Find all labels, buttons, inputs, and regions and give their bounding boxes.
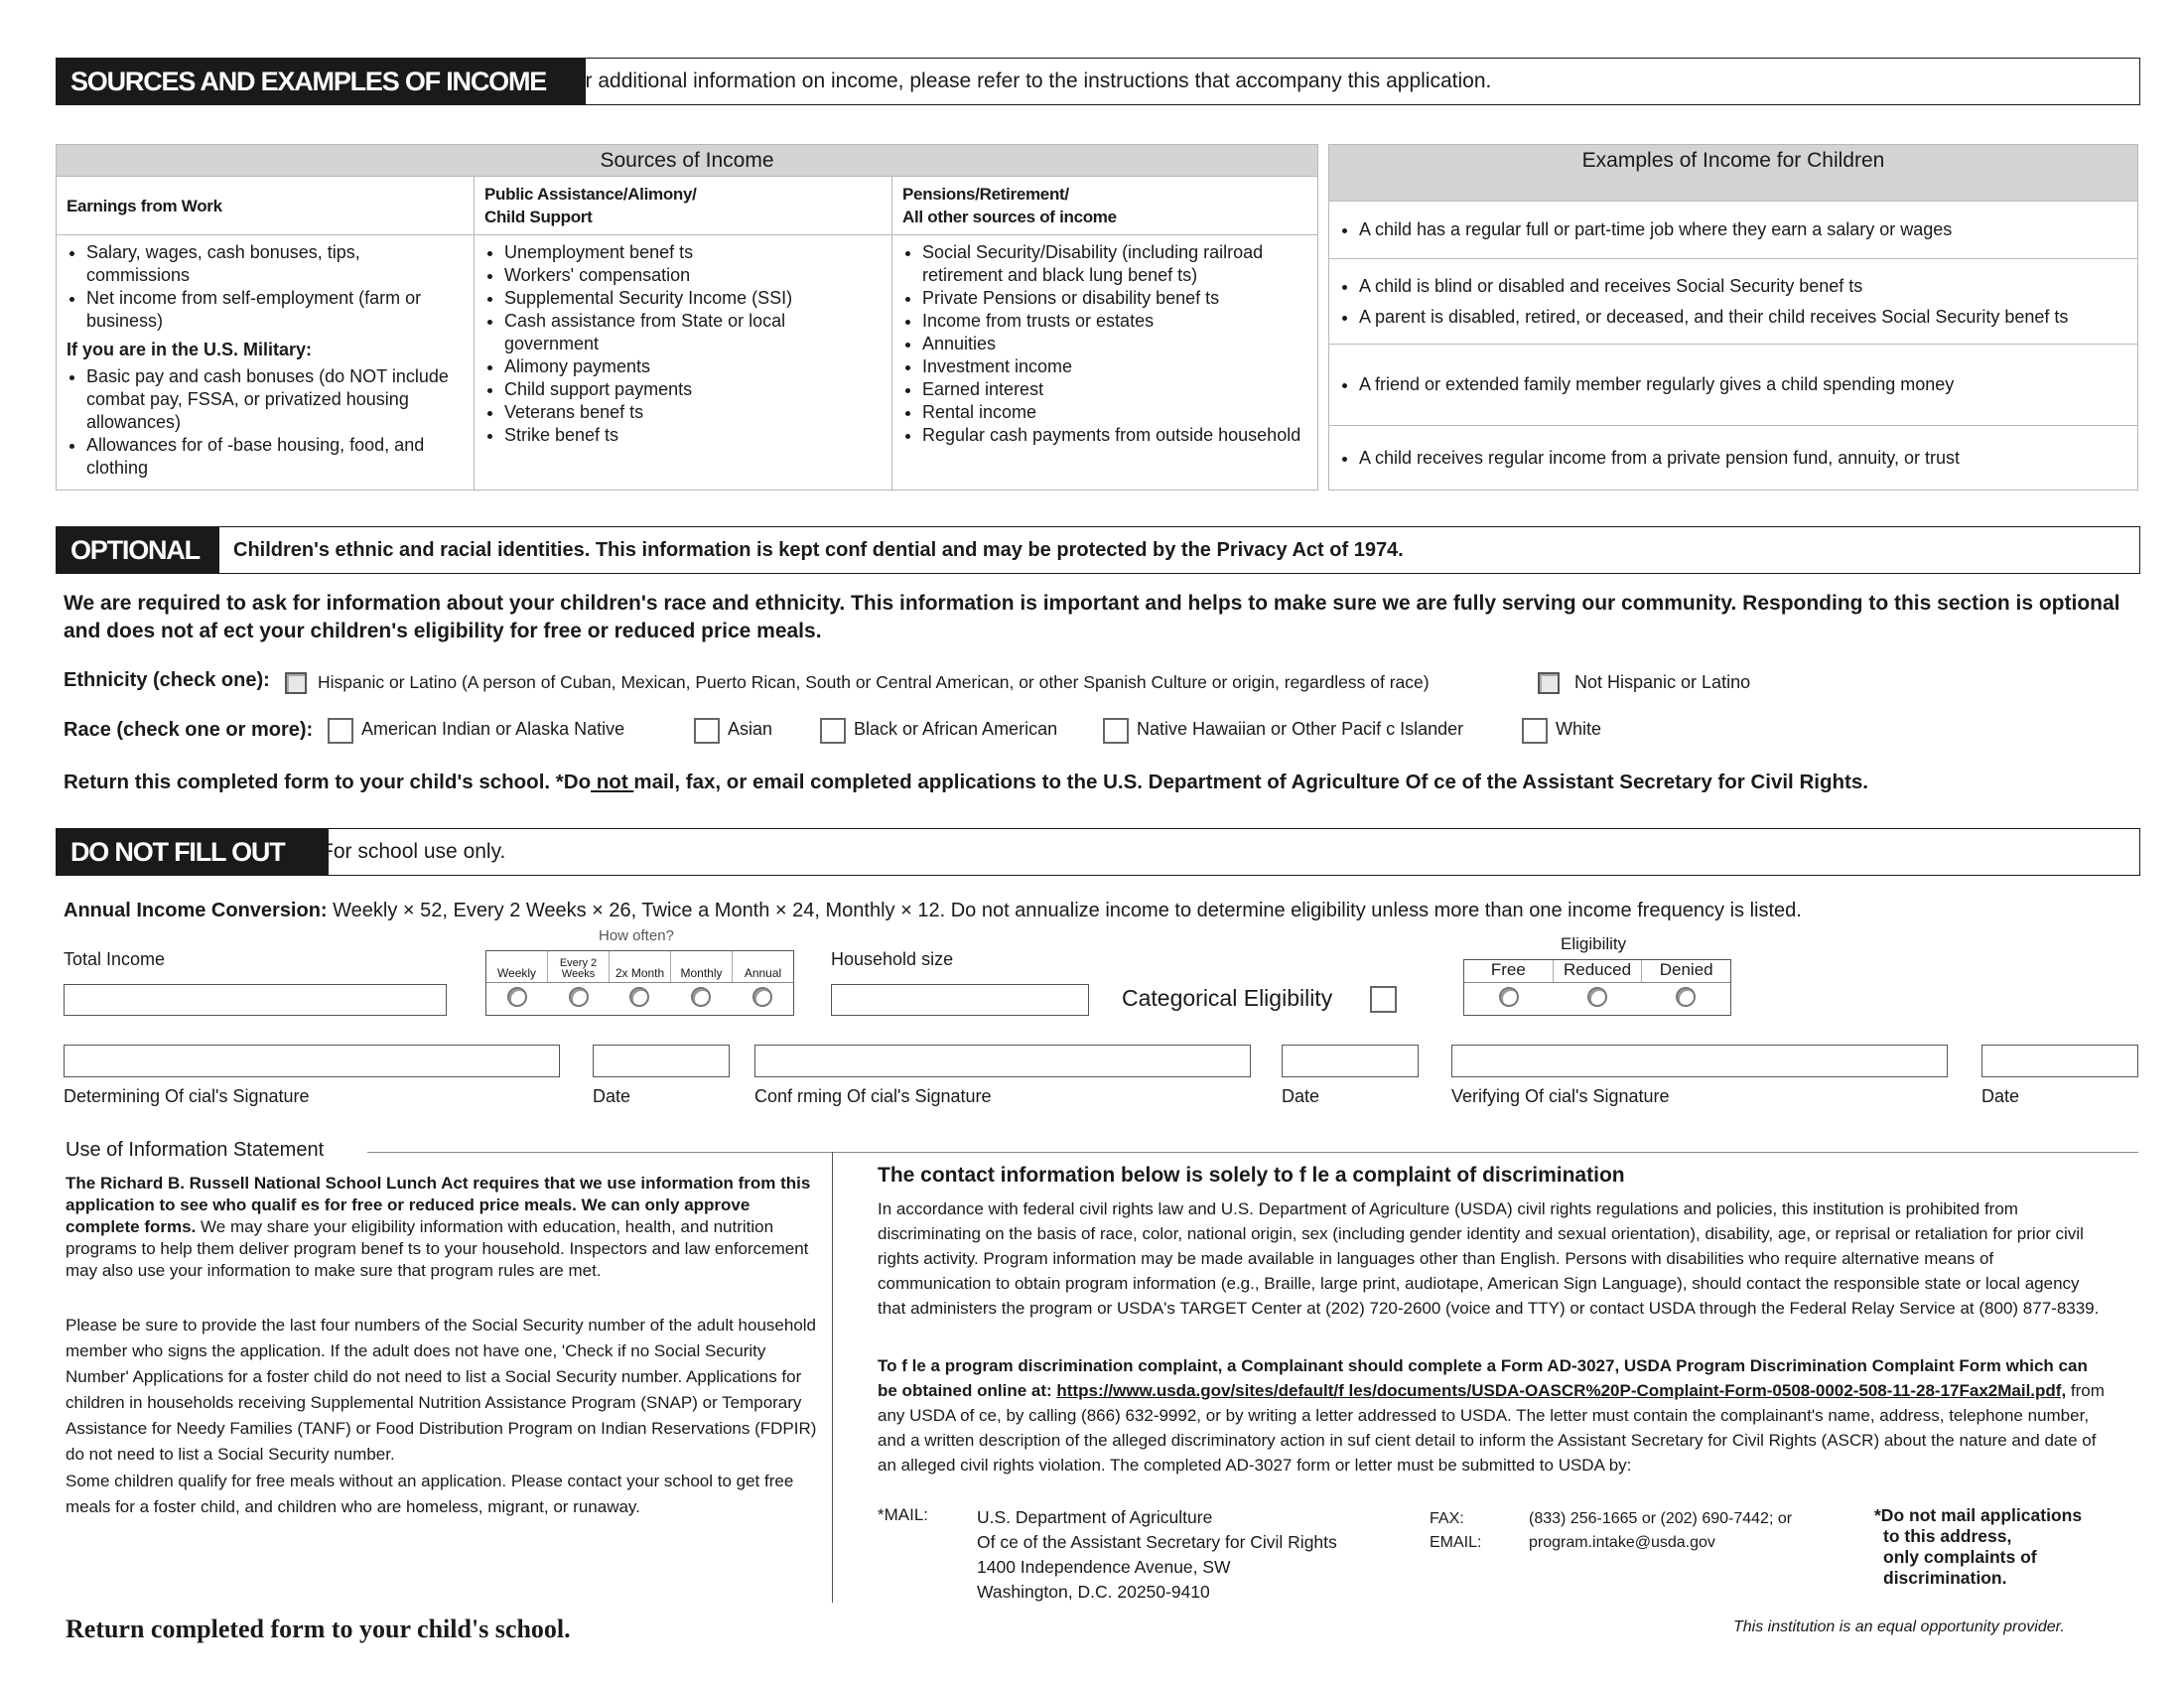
list-item: • Investment income [922,355,1307,378]
use-statement-p1 [66,1173,820,1282]
disc-p2-bold: To f le a program discrimination complaint, a Complainant should complete a Form AD-3027, USDA Program Discrimination Complaint Form which can be obtained online at: [878,1356,2088,1400]
determining-date-field[interactable] [593,1045,730,1077]
not-hispanic-checkbox[interactable] [1538,672,1560,694]
email-value: program.intake@usda.gov [1529,1534,1715,1551]
discrimination-title: The contact information below is solely to f le a complaint of discrimination [878,1164,1625,1187]
table-row [1329,426,2138,491]
list-item: • Cash assistance from State or local government [504,310,882,355]
mail-line: Washington, D.C. 20250-9410 [977,1582,1210,1602]
confirming-signature-field[interactable] [754,1045,1251,1077]
military-heading: If you are in the U.S. Military: [67,340,313,360]
eligibility-label: Eligibility [1561,934,1627,953]
complaint-form-link[interactable]: https://www.usda.gov/sites/default/f les/documents/USDA-OASCR%20P-Complaint-Form-0508-0002-508-11-28-17Fax2Mail.pdf, [1056,1381,2067,1400]
conversion-text: Weekly × 52, Every 2 Weeks × 26, Twice a Month × 24, Monthly × 12. Do not annualize income to determine eligibility unless more than one income frequency is listed. [327,900,1802,921]
table-row [1329,345,2138,426]
list-item: • A child is blind or disabled and receives Social Security benef ts [1359,275,2127,298]
return-text-a: Return this completed form to your child's school. *Do [64,771,592,793]
income-section-tag: SOURCES AND EXAMPLES OF INCOME [57,59,586,104]
warning-line: to this address, [1883,1526,2012,1546]
determining-signature-label: Determining Of cial's Signature [64,1086,310,1106]
ethnicity-label: Ethnicity (check one): [64,669,270,691]
race-label: Race (check one or more): [64,719,314,741]
list-item: • Unemployment benef ts [504,241,882,264]
return-instruction [64,771,1868,794]
income-conversion [64,900,1802,922]
use-p1-bold: The Richard B. Russell National School Lunch Act requires that we use information from this application to see who qualif es for free or reduced price meals. We can only approve complete forms. [66,1174,811,1236]
frequency-grid [485,950,794,1016]
col3-body [892,235,1318,491]
freq-2xmonth-label: 2x Month [610,951,671,982]
fax-email-labels [1430,1507,1481,1555]
section-divider [367,1152,2138,1153]
table-row [1329,259,2138,345]
list-item: • Strike benef ts [504,424,882,447]
hispanic-checkbox[interactable] [285,672,307,694]
not-hispanic-label: Not Hispanic or Latino [1574,672,1751,692]
discrimination-p1: In accordance with federal civil rights law and U.S. Department of Agriculture (USDA) civil rights regulations and policies, this institution is prohibited from discriminating on the basis of race, color, national origin, sex (including gender identity and sexual orientation), disability, age, or reprisal or retaliation for prior civil rights activity. Program information may be made available in languages other than English. Persons with disabilities who require alternative means of communication to obtain program information (e.g., Braille, large print, audiotape, American Sign Language), should contact the responsible state or local agency that administers the program or USDA's TARGET Center at (202) 720-2600 (voice and TTY) or contact USDA through the Federal Relay Service at (800) 877-8339. [878,1199,2100,1318]
race-asian-label: Asian [728,719,773,739]
fax-email-values [1529,1507,1792,1555]
list-item: • Regular cash payments from outside household [922,424,1307,447]
list-item: • A child has a regular full or part-time job where they earn a salary or wages [1359,218,2127,241]
confirming-date-field[interactable] [1282,1045,1419,1077]
race-american-indian-label: American Indian or Alaska Native [361,719,625,739]
use-statement-p2: Please be sure to provide the last four numbers of the Social Security number of the adult household member who signs the application. If the adult does not have one, 'Check if no Social Security Number' Applications for a foster child do not need to list a Social Security number. Applications for children in households receiving Supplemental Nutrition Assistance Program (SNAP) or Temporary Assistance for Needy Families (TANF) or Food Distribution Program on Indian Reservations (FDPIR) do not need to list a Social Security number. [66,1316,817,1464]
disc-p2-rest: from any USDA of ce, by calling (866) 632-9992, or by writing a letter addressed to USDA. The letter must contain the complainant's name, address, telephone number, and a written description of the alleged discriminatory action in suf cient detail to inform the Assistant Secretary for Civil Rights (ASCR) about the nature and date of an alleged civil rights violation. The completed AD-3027 form or letter must be submitted to USDA by: [878,1381,2105,1475]
fax-label: FAX: [1430,1510,1464,1527]
sources-table-title: Sources of Income [57,145,1318,177]
children-income-table [1328,144,2138,491]
total-income-field[interactable] [64,984,447,1016]
return-text-not: not [591,771,634,793]
use-statement-title: Use of Information Statement [66,1139,336,1162]
col3-header-line1: Pensions/Retirement/ [902,185,1069,205]
table-row [1329,202,2138,259]
list-item: • Allowances for of -base housing, food, and clothing [86,434,464,480]
freq-annual-radio[interactable] [752,987,772,1007]
list-item: • Annuities [922,333,1307,355]
confirming-signature-label: Conf rming Of cial's Signature [754,1086,992,1106]
race-white-checkbox[interactable] [1522,718,1548,744]
list-item: • A friend or extended family member regularly gives a child spending money [1359,373,2127,396]
optional-intro: We are required to ask for information about your children's race and ethnicity. This information is important and helps to make sure we are fully serving our community. Responding to this section is optional and does not af ect your children's eligibility for free or reduced price meals. [64,592,2120,642]
how-often-label: How often? [599,927,674,944]
household-size-field[interactable] [831,984,1089,1016]
warning-line: only complaints of [1883,1547,2037,1567]
list-item: • Basic pay and cash bonuses (do NOT include combat pay, FSSA, or privatized housing allowances) [86,365,464,434]
list-item: • A parent is disabled, retired, or deceased, and their child receives Social Security benef ts [1359,306,2127,329]
categorical-eligibility-label: Categorical Eligibility [1122,985,1333,1011]
confirming-date-label: Date [1282,1086,1320,1106]
freq-annual-label: Annual [744,966,782,980]
freq-monthly-radio[interactable] [691,987,711,1007]
list-item: • Income from trusts or estates [922,310,1307,333]
race-asian-checkbox[interactable] [694,718,720,744]
col1-header: Earnings from Work [57,177,475,235]
freq-weekly-label: Weekly [486,951,548,982]
mail-line: U.S. Department of Agriculture [977,1507,1213,1527]
verifying-signature-label: Verifying Of cial's Signature [1451,1086,1670,1106]
list-item: • Rental income [922,401,1307,424]
freq-2xmonth-radio[interactable] [629,987,649,1007]
col3-header-line2: All other sources of income [902,208,1117,227]
school-section-bar [56,828,2140,876]
list-item: • Earned interest [922,378,1307,401]
categorical-eligibility-checkbox[interactable] [1370,986,1397,1013]
mail-line: Of ce of the Assistant Secretary for Civil Rights [977,1532,1337,1552]
list-item: • Veterans benef ts [504,401,882,424]
race-pacific-islander-checkbox[interactable] [1103,718,1129,744]
list-item: • Alimony payments [504,355,882,378]
income-section-note: For additional information on income, please refer to the instructions that accompany this application. [561,70,1492,92]
mail-label: *MAIL: [878,1505,929,1524]
eligibility-grid [1463,959,1731,1016]
mail-address [977,1505,1337,1605]
children-table-title: Examples of Income for Children [1329,145,2138,202]
email-label: EMAIL: [1430,1534,1482,1551]
column-divider [832,1152,833,1603]
col2-header-line1: Public Assistance/Alimony/ [484,185,697,205]
verifying-date-label: Date [1981,1086,2020,1106]
list-item: • Child support payments [504,378,882,401]
col1-body [57,235,475,491]
warning-line: discrimination. [1883,1568,2007,1588]
freq-monthly-label: Monthly [671,951,733,982]
mail-line: 1400 Independence Avenue, SW [977,1557,1231,1577]
optional-section-note: Children's ethnic and racial identities. This information is kept conf dential and may be protected by the Privacy Act of 1974. [233,538,1404,561]
income-section-bar [56,58,2140,105]
eligibility-denied-label: Denied [1659,960,1713,979]
optional-section-bar [56,526,2140,574]
race-pacific-islander-label: Native Hawaiian or Other Pacif c Islander [1137,719,1464,739]
list-item: • Social Security/Disability (including railroad retirement and black lung benef ts) [922,241,1307,287]
race-black-label: Black or African American [854,719,1058,739]
eligibility-reduced-radio[interactable] [1587,987,1607,1007]
list-item: • Salary, wages, cash bonuses, tips, commissions [86,241,464,287]
use-p1-rest: We may share your eligibility information with education, health, and nutrition programs to help them deliver program benef ts to your household. Inspectors and law enforcement may also use your information to make sure that program rules are met. [66,1217,809,1280]
use-statement-p3: Some children qualify for free meals without an application. Please contact your school to get free meals for a foster child, and children who are homeless, migrant, or runaway. [66,1472,794,1516]
fax-value: (833) 256-1665 or (202) 690-7442; or [1529,1510,1793,1527]
total-income-label: Total Income [64,949,166,969]
col2-header [475,177,892,235]
school-section-tag: DO NOT FILL OUT [57,829,329,875]
eligibility-free-label: Free [1464,960,1554,982]
household-size-label: Household size [831,949,954,969]
freq-every2-label: Every 2 Weeks [548,951,610,982]
warning-line: *Do not mail applications [1874,1505,2083,1525]
determining-signature-field[interactable] [64,1045,560,1077]
list-item: • A child receives regular income from a private pension fund, annuity, or trust [1359,447,2127,470]
freq-every2-radio[interactable] [569,987,589,1007]
return-text-b: mail, fax, or email completed applications to the U.S. Department of Agriculture Of ce of the Assistant Secretary for Civil Rights. [633,771,1868,793]
eligibility-free-radio[interactable] [1499,987,1519,1007]
list-item: • Workers' compensation [504,264,882,287]
list-item: • Supplemental Security Income (SSI) [504,287,882,310]
race-white-label: White [1556,719,1602,739]
discrimination-p2 [878,1353,2109,1477]
race-american-indian-checkbox[interactable] [328,718,353,744]
col3-header [892,177,1318,235]
col2-body [475,235,892,491]
eligibility-denied-radio[interactable] [1676,987,1696,1007]
list-item: • Private Pensions or disability benef ts [922,287,1307,310]
eligibility-reduced-label: Reduced [1554,960,1643,982]
footer-return: Return completed form to your child's school. [66,1615,571,1643]
mail-warning [1874,1505,2082,1589]
optional-section-tag: OPTIONAL [57,527,219,573]
col2-header-line2: Child Support [484,208,593,227]
footer-equal-opportunity: This institution is an equal opportunity provider. [1733,1618,2065,1635]
verifying-date-field[interactable] [1981,1045,2138,1077]
list-item: • Net income from self-employment (farm or business) [86,287,464,333]
conversion-label: Annual Income Conversion: [64,900,328,921]
sources-of-income-table [56,144,1318,491]
school-section-note: For school use only. [321,840,506,863]
freq-weekly-radio[interactable] [507,987,527,1007]
race-black-checkbox[interactable] [820,718,846,744]
hispanic-label: Hispanic or Latino (A person of Cuban, Mexican, Puerto Rican, South or Central American, or other Spanish Culture or origin, regardless of race) [318,672,1430,692]
verifying-signature-field[interactable] [1451,1045,1948,1077]
determining-date-label: Date [593,1086,631,1106]
